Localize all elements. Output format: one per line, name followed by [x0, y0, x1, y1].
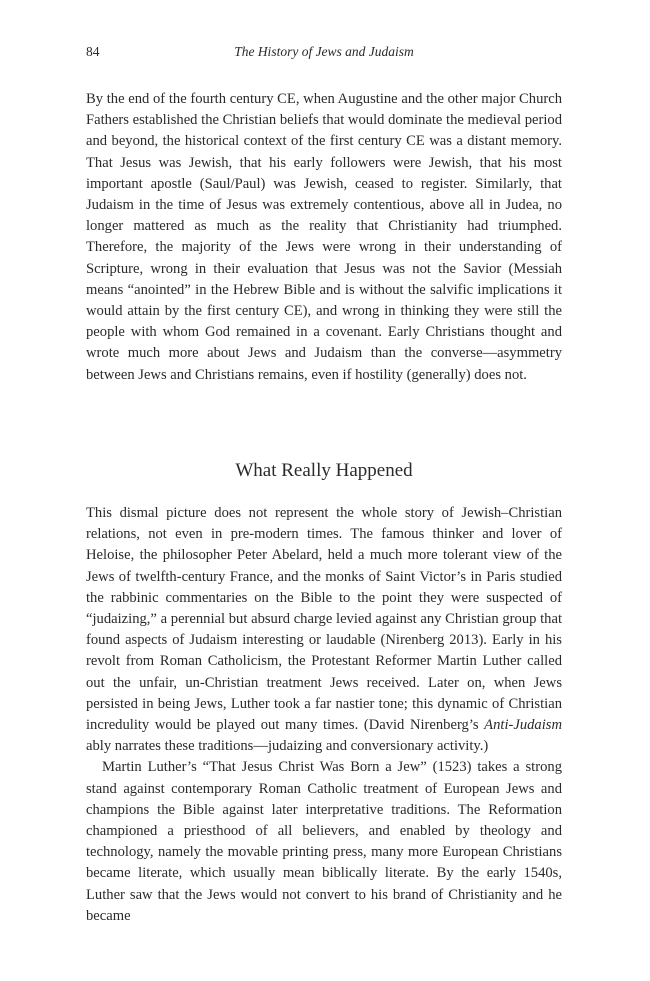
opening-text-block [86, 89, 562, 386]
book-title: Anti-Judaism [484, 717, 562, 734]
paragraph-text: ably narrates these traditions—judaizing and conversionary activity.) [86, 738, 489, 755]
running-head [86, 44, 562, 66]
paragraph: By the end of the fourth century CE, when Augustine and the other major Church Fathers established the Christian beliefs that would dominate the medieval period and beyond, the historical context of the first century CE was a distant memory. That Jesus was Jewish, that his early followers were Jewish, that his most important apostle (Saul/Paul) was Jewish, ceased to register. Similarly, that Judaism in the time of Jesus was extremely contentious, above all in Judea, no longer mattered as much as the reality that Christianity had triumphed. Therefore, the majority of the Jews were wrong in their understanding of Scripture, wrong in their evaluation that Jesus was not the Savior (Messiah means “anointed” in the Hebrew Bible and is without the salvific implications it would attain by the first century CE), and wrong in thinking they were still the people with whom God remained in a covenant. Early Christians thought and wrote much more about Jews and Judaism than the converse—asymmetry between Jews and Christians remains, even if hostility (generally) does not. [86, 91, 562, 383]
section-text-block [86, 503, 562, 927]
paragraph-text: This dismal picture does not represent the whole story of Jewish–Christian relations, not even in pre-modern times. The famous thinker and lover of Heloise, the philosopher Peter Abelard, held a much more tolerant view of the Jews of twelfth-century France, and the monks of Saint Victor’s in Paris studied the rabbinic commentaries on the Bible to the point they were suspected of “judaizing,” a perennial but absurd charge levied against any Christian group that found aspects of Judaism interesting or laudable (Nirenberg 2013). Early in his revolt from Roman Catholicism, the Protestant Reformer Martin Luther called out the unfair, un-Christian treatment Jews received. Later on, when Jews persisted in being Jews, Luther took a far nastier tone; this dynamic of Christian incredulity would be played out many times. (David Nirenberg’s [86, 505, 562, 734]
paragraph: Martin Luther’s “That Jesus Christ Was Born a Jew” (1523) takes a strong stand against contemporary Roman Catholic treatment of European Jews and champions the Bible against later interpretative traditions. The Reformation championed a priesthood of all believers, and enabled by theology and technology, namely the movable printing press, many more European Christians became literate, which usually mean biblically literate. By the early 1540s, Luther saw that the Jews would not convert to his brand of Christianity and he became [86, 759, 562, 924]
running-title: The History of Jews and Judaism [234, 44, 414, 59]
paragraph [86, 503, 562, 757]
section-heading: What Really Happened [235, 460, 413, 481]
page-number: 84 [86, 44, 100, 59]
